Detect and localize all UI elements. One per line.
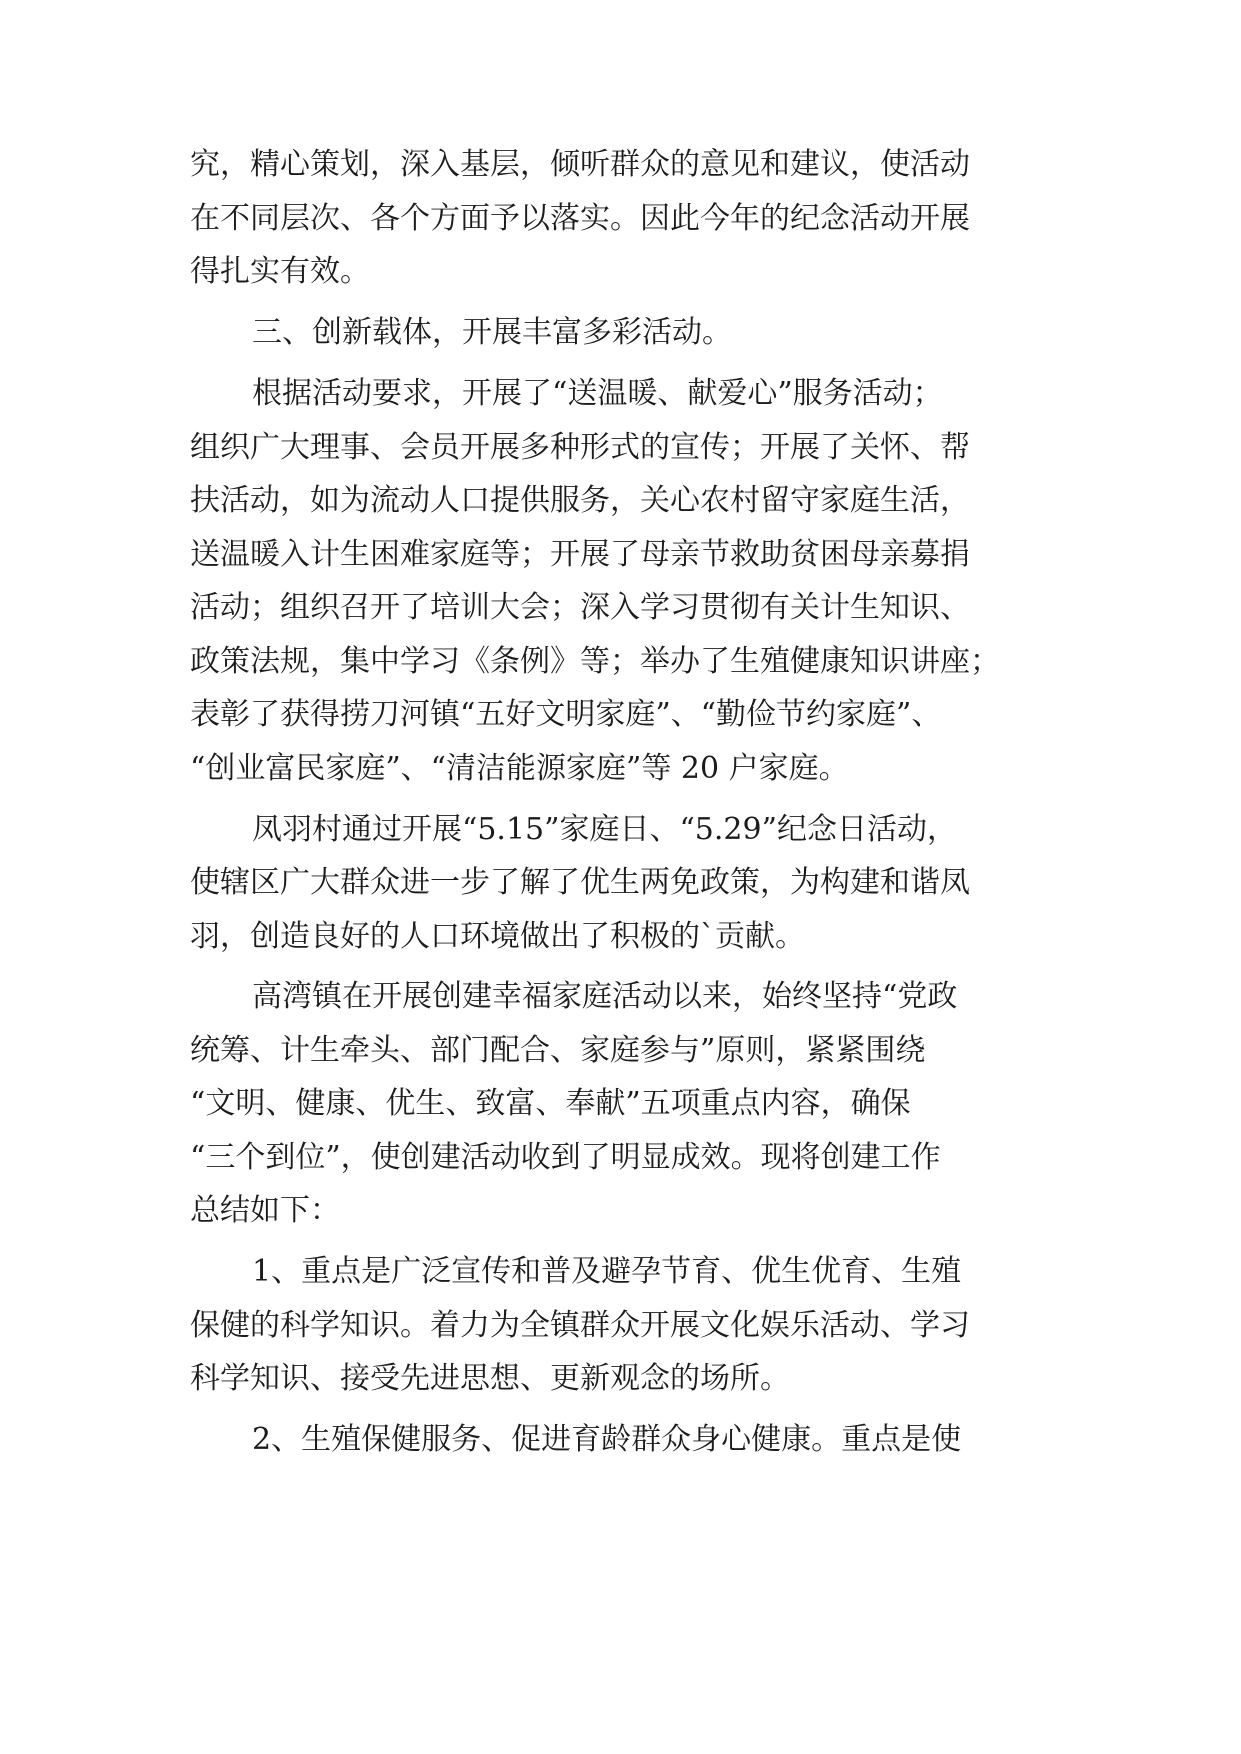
text-line: 政策法规，集中学习《条例》等；举办了生殖健康知识讲座；	[190, 644, 1000, 679]
text-line: “文明、健康、优生、致富、奉献”五项重点内容，确保	[190, 1086, 911, 1121]
text-line: 在不同层次、各个方面予以落实。因此今年的纪念活动开展	[190, 201, 970, 236]
text-line: 凤羽村通过开展“5.15”家庭日、“5.29”纪念日活动，	[252, 812, 957, 847]
text-line: 究，精心策划，深入基层，倾听群众的意见和建议，使活动	[190, 147, 970, 182]
text-line: 高湾镇在开展创建幸福家庭活动以来，始终坚持“党政	[252, 979, 958, 1014]
section-heading: 三、创新载体，开展丰富多彩活动。	[252, 315, 732, 350]
text-line: 得扎实有效。	[190, 254, 370, 289]
text-line: 总结如下：	[190, 1193, 340, 1228]
text-line: 2、生殖保健服务、促进育龄群众身心健康。重点是使	[252, 1422, 962, 1457]
text-line: 保健的科学知识。着力为全镇群众开展文化娱乐活动、学习	[190, 1308, 970, 1343]
text-line: 科学知识、接受先进思想、更新观念的场所。	[190, 1361, 790, 1396]
text-line: 送温暖入计生困难家庭等；开展了母亲节救助贫困母亲募捐	[190, 537, 970, 572]
text-line: 羽，创造良好的人口环境做出了积极的`贡献。	[190, 919, 805, 954]
text-line: 统筹、计生牵头、部门配合、家庭参与”原则，紧紧围绕	[190, 1033, 926, 1068]
text-line: 根据活动要求，开展了“送温暖、献爱心”服务活动；	[252, 376, 943, 411]
text-line: “三个到位”，使创建活动收到了明显成效。现将创建工作	[190, 1140, 941, 1175]
text-line: 使辖区广大群众进一步了解了优生两免政策，为构建和谐凤	[190, 865, 970, 900]
text-line: 组织广大理事、会员开展多种形式的宣传；开展了关怀、帮	[190, 430, 970, 465]
text-line: 活动；组织召开了培训大会；深入学习贯彻有关计生知识、	[190, 590, 970, 625]
text-line: 表彰了获得捞刀河镇“五好文明家庭”、“勤俭节约家庭”、	[190, 697, 942, 732]
text-line: “创业富民家庭”、“清洁能源家庭”等 20 户家庭。	[190, 751, 849, 786]
text-line: 扶活动，如为流动人口提供服务，关心农村留守家庭生活，	[190, 483, 970, 518]
text-line: 1、重点是广泛宣传和普及避孕节育、优生优育、生殖	[252, 1254, 962, 1289]
